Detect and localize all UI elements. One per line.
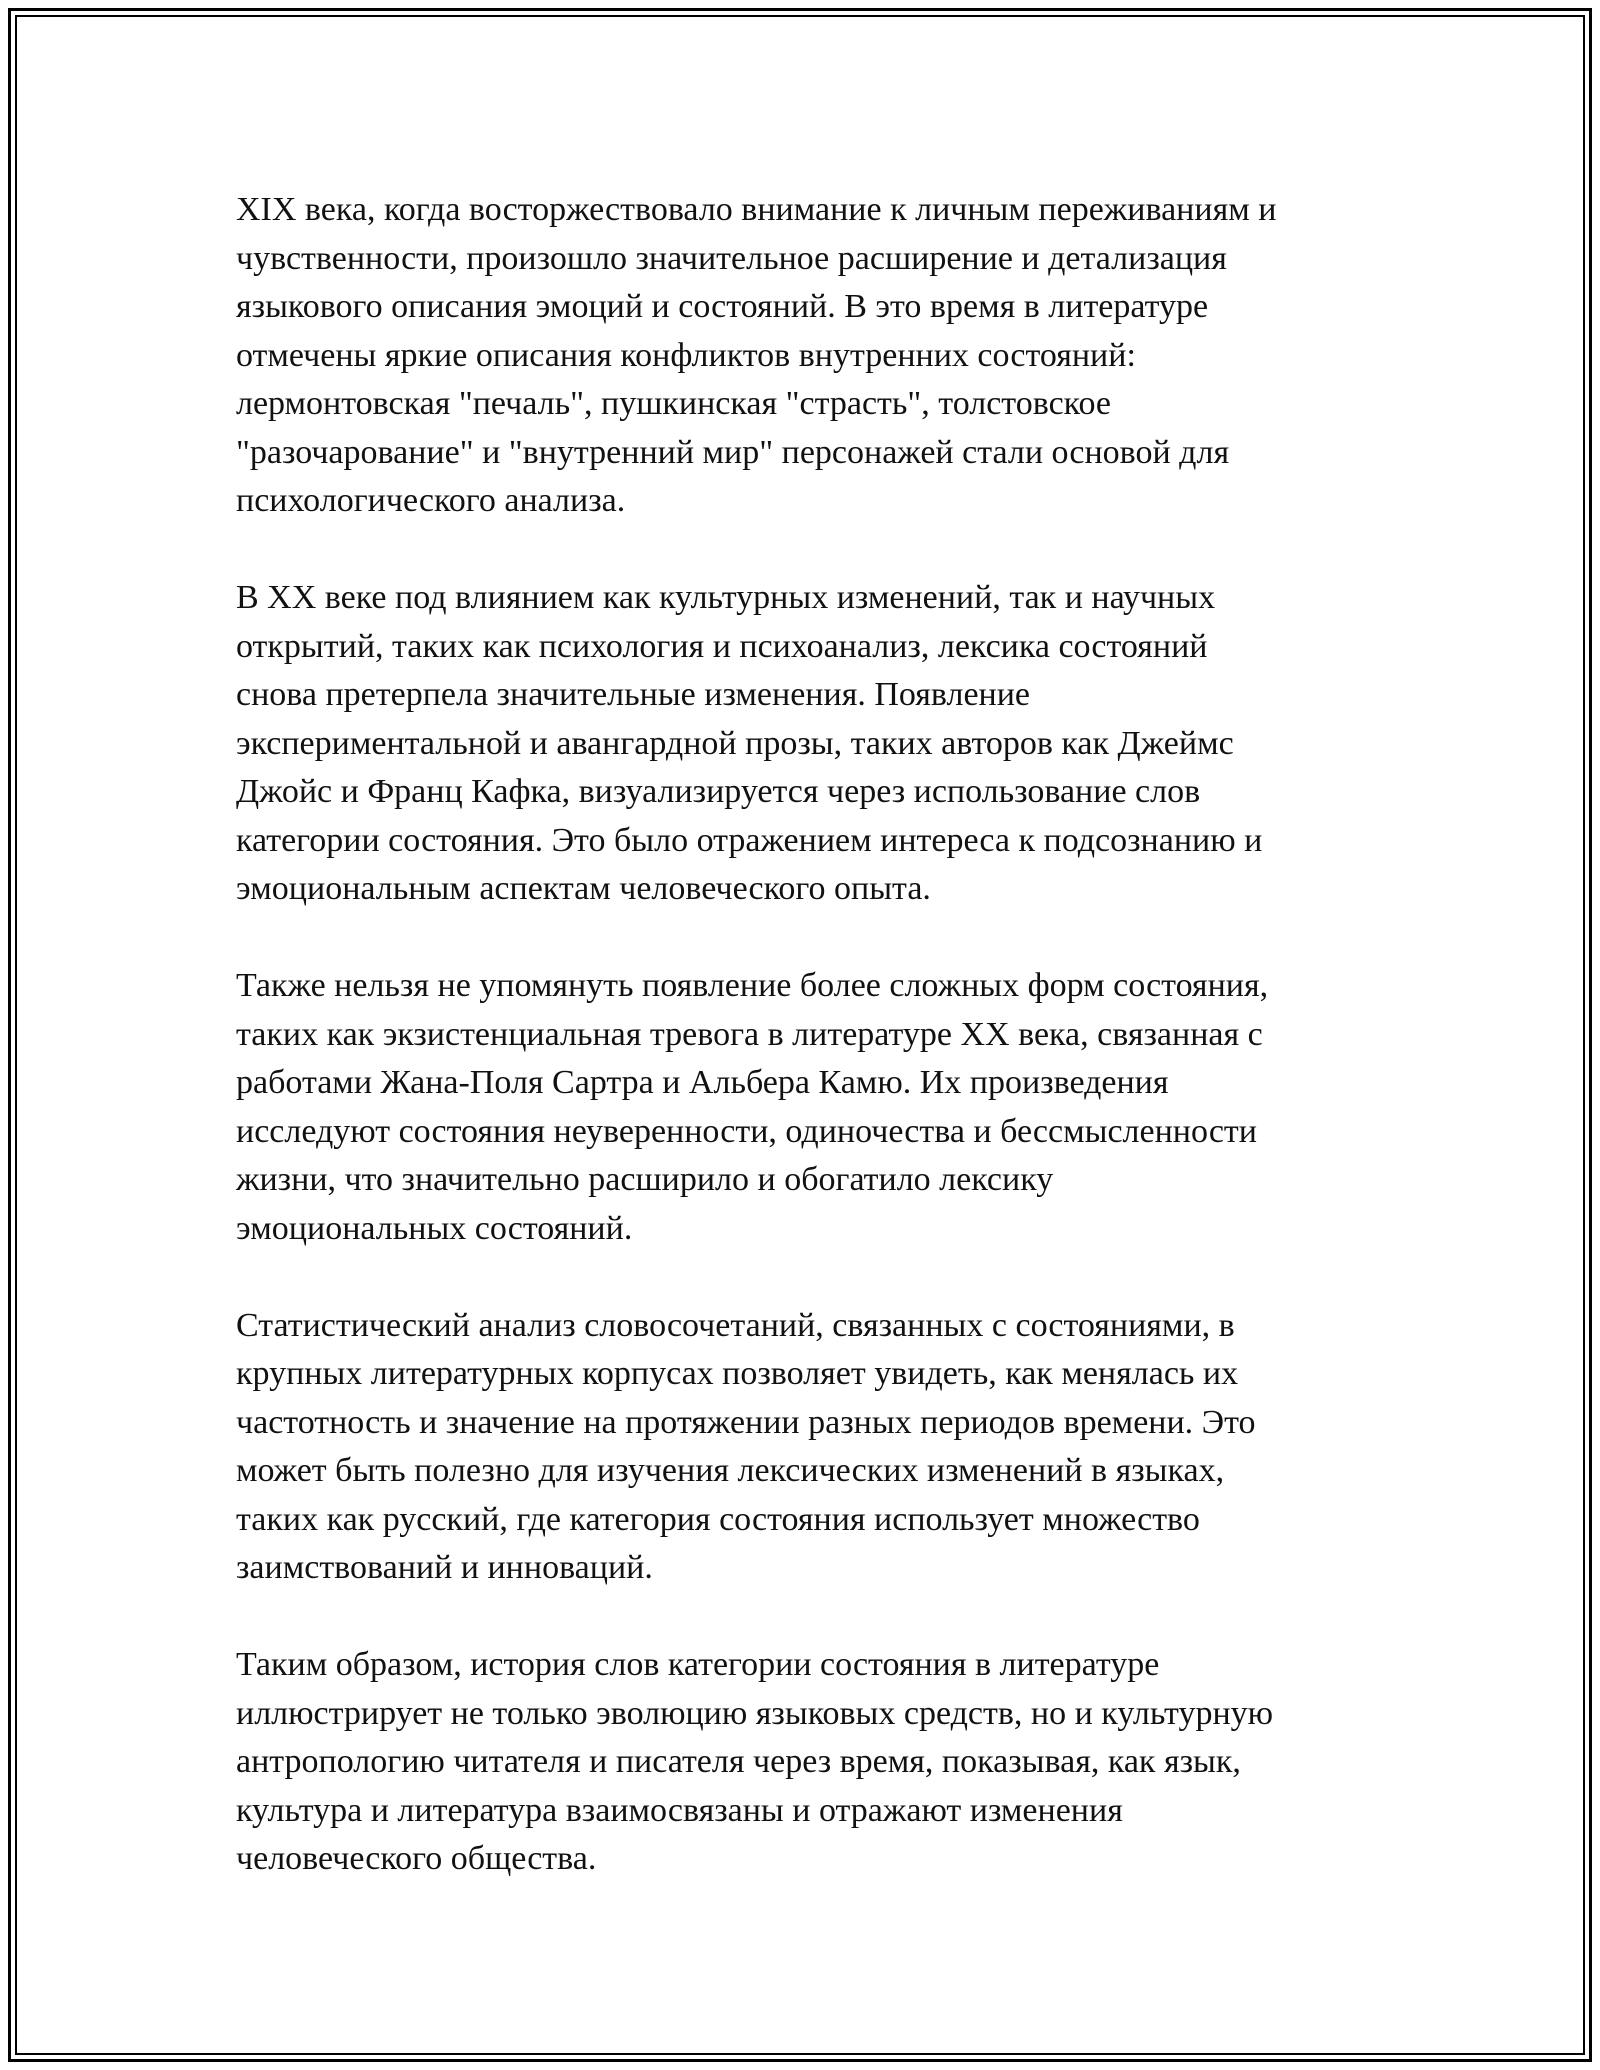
text-line: психологического анализа. [236,482,626,519]
text-line: крупных литературных корпусах позволяет увидеть, как менялась их [236,1355,1239,1392]
text-line: XIX века, когда восторжествовало внимание к личным переживаниям и [236,191,1277,228]
text-line: экспериментальной и авангардной прозы, таких авторов как Джеймс [236,724,1234,762]
text-line: открытий, таких как психология и психоанализ, лексика состояний [236,627,1208,665]
text-line: эмоциональных состояний. [236,1209,633,1247]
text-line: культура и литература взаимосвязаны и отражают изменения [236,1791,1123,1829]
document-body [236,186,1386,1932]
text-line: чувственности, произошло значительное расширение и детализация [236,239,1227,277]
paragraph [236,186,1386,526]
text-line: лермонтовская "печаль", пушкинская "страсть", толстовское [236,385,1111,422]
text-line: таких как русский, где категория состояния использует множество [236,1500,1200,1538]
text-line: работами Жана-Поля Сартра и Альбера Камю. Их произведения [236,1064,1169,1101]
text-line: жизни, что значительно расширило и обогатило лексику [236,1161,1054,1198]
text-line: таких как экзистенциальная тревога в литературе XX века, связанная с [236,1015,1263,1053]
text-line: антропологию читателя и писателя через время, показывая, как язык, [236,1743,1241,1780]
text-line: отмечены яркие описания конфликтов внутренних состояний: [236,336,1136,374]
text-line: В XX веке под влиянием как культурных изменений, так и научных [236,579,1216,616]
paragraph [236,1641,1386,1884]
text-line: снова претерпела значительные изменения. Появление [236,676,1031,713]
text-line: категории состояния. Это было отражением интереса к подсознанию и [236,821,1263,859]
text-line: Таким образом, история слов категории состояния в литературе [236,1646,1160,1683]
paragraph [236,962,1386,1253]
text-line: "разочарование" и "внутренний мир" персонажей стали основой для [236,433,1230,471]
text-line: исследуют состояния неуверенности, одиночества и бессмысленности [236,1112,1257,1150]
paragraph [236,574,1386,914]
text-line: Также нельзя не упомянуть появление более сложных форм состояния, [236,967,1269,1004]
text-line: заимствований и инноваций. [236,1549,653,1586]
text-line: иллюстрирует не только эволюцию языковых средств, но и культурную [236,1694,1274,1732]
text-line: Джойс и Франц Кафка, визуализируется через использование слов [236,773,1201,810]
text-line: языкового описания эмоций и состояний. В это время в литературе [236,288,1209,325]
paragraph [236,1302,1386,1593]
text-line: Статистический анализ словосочетаний, связанных с состояниями, в [236,1306,1235,1344]
text-line: частотность и значение на протяжении разных периодов времени. Это [236,1403,1256,1441]
text-line: может быть полезно для изучения лексических изменений в языках, [236,1452,1225,1489]
text-line: эмоциональным аспектам человеческого опыта. [236,870,931,907]
text-line: человеческого общества. [236,1840,597,1877]
